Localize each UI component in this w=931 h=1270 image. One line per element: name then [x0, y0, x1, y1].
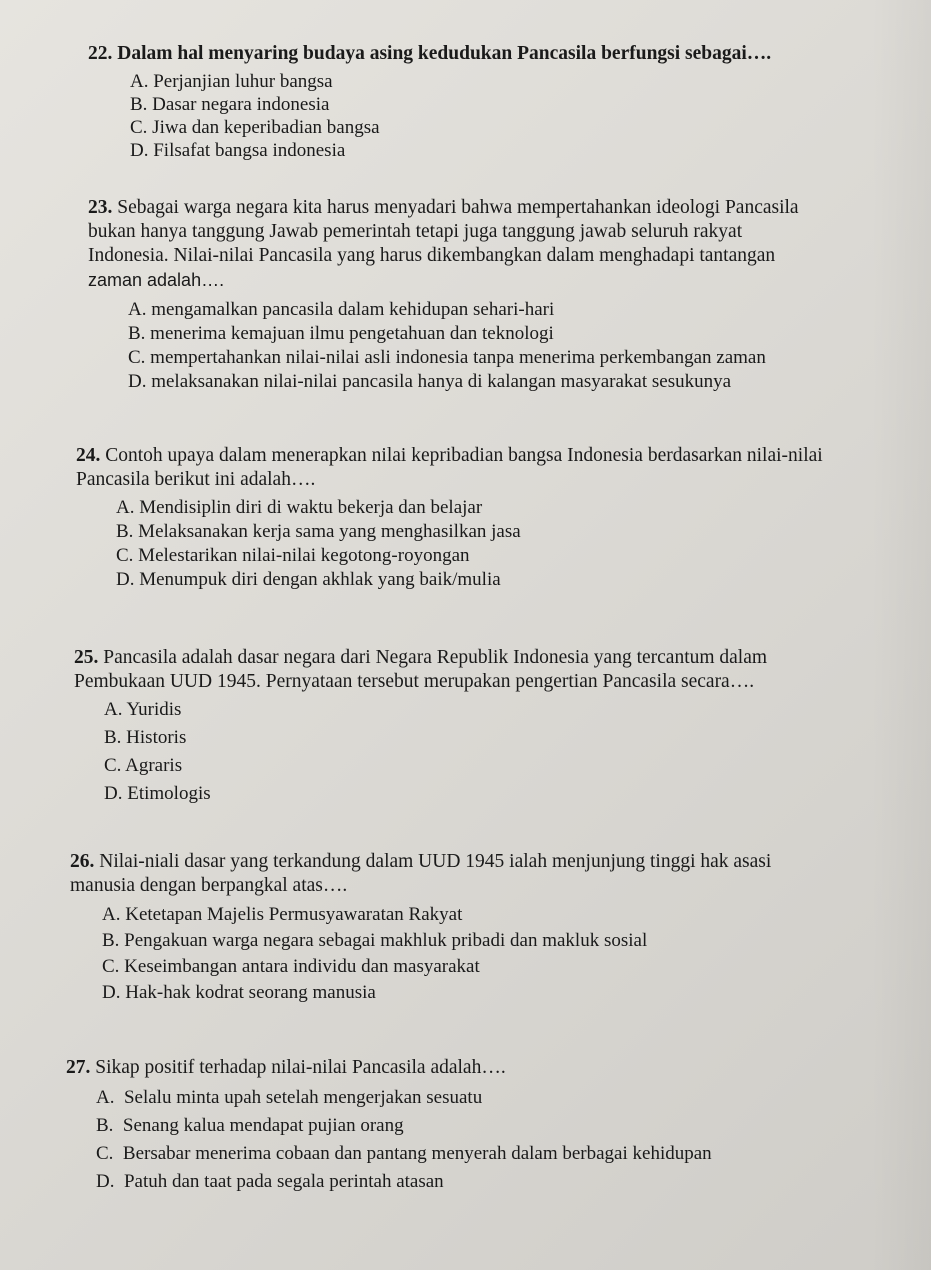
question-23 [88, 196, 908, 394]
question-number: 24. [76, 445, 101, 466]
question-stem [70, 850, 900, 874]
question-text-line-1: Sebagai warga negara kita harus menyadari bahwa mempertahankan ideologi Pancasila [117, 197, 799, 218]
question-text-line-1: Contoh upaya dalam menerapkan nilai kepribadian bangsa Indonesia berdasarkan nilai-nilai [105, 445, 823, 466]
question-text-line-2: Pembukaan UUD 1945. Pernyataan tersebut merupakan pengertian Pancasila secara…. [74, 671, 755, 692]
option-c: C. Bersabar menerima cobaan dan pantang menyerah dalam berbagai kehidupan [96, 1143, 712, 1164]
option-b: B. Pengakuan warga negara sebagai makhluk pribadi dan makluk sosial [102, 930, 648, 951]
question-number: 27. [66, 1057, 91, 1078]
question-number: 23. [88, 197, 113, 218]
question-stem [74, 646, 904, 670]
question-text-line-3: Indonesia. Nilai-nilai Pancasila yang harus dikembangkan dalam menghadapi tantangan [88, 245, 776, 266]
question-27 [66, 1056, 906, 1196]
question-text-line-2: manusia dengan berpangkal atas…. [70, 875, 348, 896]
option-a: A. mengamalkan pancasila dalam kehidupan sehari-hari [128, 299, 555, 320]
question-number: 25. [74, 647, 99, 668]
question-26 [70, 850, 900, 1006]
option-c: C. Keseimbangan antara individu dan masyarakat [102, 956, 480, 977]
option-b: B. menerima kemajuan ilmu pengetahuan dan teknologi [128, 323, 554, 344]
question-text: Dalam hal menyaring budaya asing kedudukan Pancasila berfungsi sebagai…. [117, 43, 772, 64]
option-b: B. Historis [104, 727, 187, 748]
option-a: A. Selalu minta upah setelah mengerjakan sesuatu [96, 1087, 483, 1108]
option-a: A. Mendisiplin diri di waktu bekerja dan belajar [116, 497, 483, 518]
option-list [128, 298, 908, 394]
question-number: 22. [88, 43, 113, 64]
option-a: A. Perjanjian luhur bangsa [130, 71, 333, 92]
question-text-line-2: Pancasila berikut ini adalah…. [76, 469, 316, 490]
question-stem [66, 1056, 906, 1080]
option-b: B. Dasar negara indonesia [130, 94, 330, 115]
option-list [104, 696, 904, 808]
option-c: C. mempertahankan nilai-nilai asli indonesia tanpa menerima perkembangan zaman [128, 347, 766, 368]
question-text-line-4: zaman adalah…. [88, 270, 225, 290]
question-stem [88, 196, 908, 220]
question-25 [74, 646, 904, 808]
question-text: Sikap positif terhadap nilai-nilai Pancasila adalah…. [95, 1057, 506, 1078]
question-text-line-1: Pancasila adalah dasar negara dari Negara Republik Indonesia yang tercantum dalam [103, 647, 768, 668]
question-22 [88, 42, 908, 162]
question-number: 26. [70, 851, 95, 872]
option-d: D. Hak-hak kodrat seorang manusia [102, 982, 376, 1003]
option-list [96, 1084, 906, 1196]
option-d: D. melaksanakan nilai-nilai pancasila hanya di kalangan masyarakat sesukunya [128, 371, 732, 392]
option-list [130, 70, 908, 162]
question-stem [76, 444, 906, 468]
option-c: C. Jiwa dan keperibadian bangsa [130, 117, 380, 138]
option-list [102, 902, 900, 1006]
option-c: C. Melestarikan nilai-nilai kegotong-royongan [116, 545, 470, 566]
option-b: B. Melaksanakan kerja sama yang menghasilkan jasa [116, 521, 521, 542]
page-shadow [871, 0, 931, 1270]
question-24 [76, 444, 906, 592]
option-c: C. Agraris [104, 755, 183, 776]
question-stem [88, 42, 908, 66]
option-list [116, 496, 906, 592]
option-a: A. Yuridis [104, 699, 182, 720]
option-d: D. Etimologis [104, 783, 211, 804]
option-d: D. Menumpuk diri dengan akhlak yang baik/mulia [116, 569, 501, 590]
option-b: B. Senang kalua mendapat pujian orang [96, 1115, 404, 1136]
question-text-line-1: Nilai-niali dasar yang terkandung dalam UUD 1945 ialah menjunjung tinggi hak asasi [99, 851, 772, 872]
question-text-line-2: bukan hanya tanggung Jawab pemerintah tetapi juga tanggung jawab seluruh rakyat [88, 221, 743, 242]
option-d: D. Filsafat bangsa indonesia [130, 140, 346, 161]
option-d: D. Patuh dan taat pada segala perintah atasan [96, 1171, 444, 1192]
option-a: A. Ketetapan Majelis Permusyawaratan Rakyat [102, 904, 463, 925]
